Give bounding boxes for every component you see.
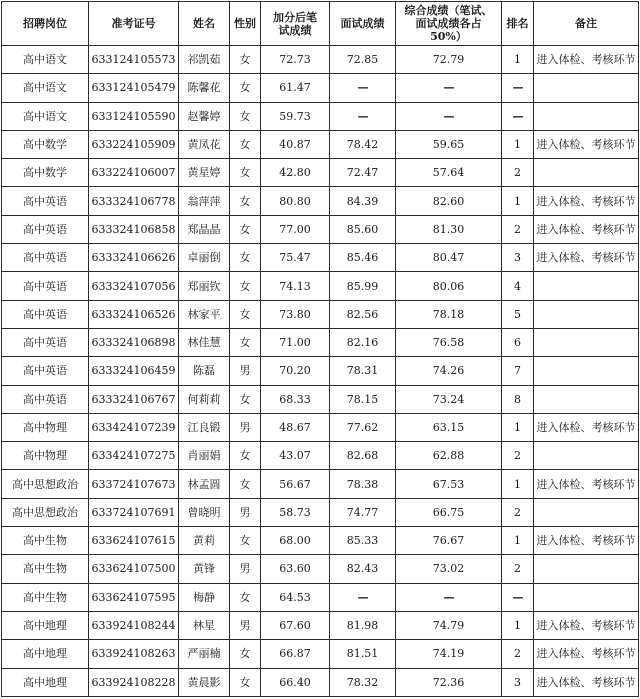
cell-interview-score: 78.31	[330, 357, 396, 385]
cell-name: 黄凤花	[179, 130, 230, 158]
table-row	[2, 442, 639, 470]
cell-interview-score: 81.98	[330, 611, 396, 639]
cell-post: 高中物理	[2, 442, 89, 470]
cell-written-score: 64.53	[261, 583, 330, 611]
cell-post: 高中语文	[2, 46, 89, 74]
table-row	[2, 668, 639, 696]
cell-interview-score: 84.39	[330, 187, 396, 215]
cell-name: 林家平	[179, 300, 230, 328]
table-row	[2, 300, 639, 328]
cell-rank: 1	[502, 470, 534, 498]
cell-combined-score: 80.06	[396, 272, 502, 300]
cell-remark: 进入体检、考核环节	[534, 413, 639, 441]
cell-post: 高中思想政治	[2, 470, 89, 498]
cell-ticket-number: 633324106898	[89, 328, 179, 356]
cell-ticket-number: 633724107691	[89, 498, 179, 526]
table-row	[2, 498, 639, 526]
table-row	[2, 328, 639, 356]
cell-gender: 男	[230, 611, 261, 639]
cell-name: 梅静	[179, 583, 230, 611]
cell-written-score: 72.73	[261, 46, 330, 74]
interview-results-table	[1, 1, 639, 697]
cell-gender: 女	[230, 640, 261, 668]
cell-rank: 2	[502, 555, 534, 583]
cell-written-score: 40.87	[261, 130, 330, 158]
cell-post: 高中生物	[2, 555, 89, 583]
cell-interview-score: 82.43	[330, 555, 396, 583]
cell-combined-score: 57.64	[396, 159, 502, 187]
cell-name: 翁萍萍	[179, 187, 230, 215]
cell-written-score: 42.80	[261, 159, 330, 187]
cell-ticket-number: 633624107500	[89, 555, 179, 583]
cell-rank: 8	[502, 385, 534, 413]
cell-combined-score: 62.88	[396, 442, 502, 470]
cell-rank: 2	[502, 442, 534, 470]
cell-remark	[534, 300, 639, 328]
table-row	[2, 357, 639, 385]
cell-name: 肖丽娟	[179, 442, 230, 470]
header-remark: 备注	[534, 2, 639, 46]
cell-gender: 女	[230, 527, 261, 555]
cell-post: 高中数学	[2, 159, 89, 187]
cell-gender: 女	[230, 46, 261, 74]
cell-gender: 女	[230, 470, 261, 498]
cell-name: 赵馨婷	[179, 102, 230, 130]
cell-interview-score: 85.60	[330, 215, 396, 243]
cell-gender: 男	[230, 413, 261, 441]
cell-ticket-number: 633724107673	[89, 470, 179, 498]
cell-rank: 2	[502, 640, 534, 668]
table-row	[2, 187, 639, 215]
cell-rank: 1	[502, 413, 534, 441]
cell-post: 高中英语	[2, 187, 89, 215]
cell-remark	[534, 385, 639, 413]
cell-interview-score: 72.47	[330, 159, 396, 187]
cell-remark	[534, 555, 639, 583]
header-gender: 性别	[230, 2, 261, 46]
cell-ticket-number: 633324106778	[89, 187, 179, 215]
header-name: 姓名	[179, 2, 230, 46]
table-header	[2, 2, 639, 46]
cell-post: 高中语文	[2, 102, 89, 130]
cell-gender: 女	[230, 159, 261, 187]
cell-interview-score: —	[330, 583, 396, 611]
cell-post: 高中英语	[2, 328, 89, 356]
cell-post: 高中数学	[2, 130, 89, 158]
cell-written-score: 80.80	[261, 187, 330, 215]
cell-written-score: 71.00	[261, 328, 330, 356]
cell-remark	[534, 583, 639, 611]
cell-ticket-number: 633324107056	[89, 272, 179, 300]
cell-gender: 女	[230, 102, 261, 130]
cell-post: 高中英语	[2, 385, 89, 413]
cell-ticket-number: 633224106007	[89, 159, 179, 187]
cell-combined-score: 73.24	[396, 385, 502, 413]
cell-combined-score: 67.53	[396, 470, 502, 498]
cell-gender: 女	[230, 328, 261, 356]
table-row	[2, 385, 639, 413]
cell-remark: 进入体检、考核环节	[534, 46, 639, 74]
cell-remark	[534, 328, 639, 356]
cell-ticket-number: 633124105590	[89, 102, 179, 130]
cell-rank: —	[502, 583, 534, 611]
cell-name: 林孟圆	[179, 470, 230, 498]
cell-combined-score: 59.65	[396, 130, 502, 158]
table-row	[2, 272, 639, 300]
cell-remark: 进入体检、考核环节	[534, 668, 639, 696]
cell-remark: 进入体检、考核环节	[534, 130, 639, 158]
table-row	[2, 46, 639, 74]
cell-post: 高中语文	[2, 74, 89, 102]
cell-post: 高中英语	[2, 300, 89, 328]
cell-written-score: 73.80	[261, 300, 330, 328]
cell-ticket-number: 633624107615	[89, 527, 179, 555]
header-written-score: 加分后笔试成绩	[261, 2, 330, 46]
cell-name: 郑晶晶	[179, 215, 230, 243]
cell-gender: 女	[230, 668, 261, 696]
cell-written-score: 56.67	[261, 470, 330, 498]
cell-combined-score: 74.79	[396, 611, 502, 639]
cell-interview-score: 81.51	[330, 640, 396, 668]
table-row	[2, 102, 639, 130]
table-row	[2, 74, 639, 102]
cell-combined-score: 74.19	[396, 640, 502, 668]
cell-name: 祁凯茹	[179, 46, 230, 74]
cell-written-score: 43.07	[261, 442, 330, 470]
cell-combined-score: —	[396, 74, 502, 102]
cell-combined-score: 78.18	[396, 300, 502, 328]
cell-interview-score: 85.46	[330, 244, 396, 272]
cell-interview-score: 85.33	[330, 527, 396, 555]
cell-written-score: 67.60	[261, 611, 330, 639]
cell-written-score: 75.47	[261, 244, 330, 272]
cell-name: 林星	[179, 611, 230, 639]
cell-written-score: 70.20	[261, 357, 330, 385]
cell-interview-score: 78.42	[330, 130, 396, 158]
table-row	[2, 640, 639, 668]
cell-combined-score: 72.79	[396, 46, 502, 74]
cell-rank: 2	[502, 215, 534, 243]
header-rank: 排名	[502, 2, 534, 46]
cell-combined-score: 81.30	[396, 215, 502, 243]
cell-remark	[534, 498, 639, 526]
table-row	[2, 470, 639, 498]
table-body	[2, 46, 639, 697]
cell-written-score: 61.47	[261, 74, 330, 102]
cell-interview-score: 78.15	[330, 385, 396, 413]
cell-gender: 男	[230, 357, 261, 385]
cell-rank: 1	[502, 46, 534, 74]
cell-name: 江良锻	[179, 413, 230, 441]
cell-interview-score: 82.16	[330, 328, 396, 356]
cell-combined-score: 73.02	[396, 555, 502, 583]
header-post: 招聘岗位	[2, 2, 89, 46]
cell-name: 黄莉	[179, 527, 230, 555]
table-row	[2, 159, 639, 187]
cell-gender: 女	[230, 244, 261, 272]
cell-written-score: 68.33	[261, 385, 330, 413]
cell-remark	[534, 102, 639, 130]
cell-combined-score: —	[396, 583, 502, 611]
cell-rank: 3	[502, 244, 534, 272]
cell-interview-score: 72.85	[330, 46, 396, 74]
cell-remark: 进入体检、考核环节	[534, 527, 639, 555]
cell-gender: 女	[230, 130, 261, 158]
cell-rank: 1	[502, 130, 534, 158]
cell-post: 高中地理	[2, 640, 89, 668]
header-row	[2, 2, 639, 46]
cell-post: 高中物理	[2, 413, 89, 441]
cell-gender: 男	[230, 498, 261, 526]
cell-gender: 女	[230, 300, 261, 328]
cell-combined-score: 76.58	[396, 328, 502, 356]
cell-gender: 女	[230, 187, 261, 215]
cell-post: 高中思想政治	[2, 498, 89, 526]
cell-remark: 进入体检、考核环节	[534, 187, 639, 215]
cell-name: 黄锋	[179, 555, 230, 583]
cell-interview-score: 74.77	[330, 498, 396, 526]
cell-post: 高中生物	[2, 527, 89, 555]
cell-name: 曾晓明	[179, 498, 230, 526]
cell-rank: 4	[502, 272, 534, 300]
cell-written-score: 48.67	[261, 413, 330, 441]
cell-remark: 进入体检、考核环节	[534, 470, 639, 498]
cell-ticket-number: 633124105479	[89, 74, 179, 102]
header-interview-score: 面试成绩	[330, 2, 396, 46]
cell-name: 陈馨花	[179, 74, 230, 102]
cell-remark	[534, 272, 639, 300]
cell-name: 严丽楠	[179, 640, 230, 668]
cell-rank: 7	[502, 357, 534, 385]
cell-interview-score: 82.68	[330, 442, 396, 470]
cell-gender: 女	[230, 385, 261, 413]
table-row	[2, 555, 639, 583]
cell-name: 黄晨影	[179, 668, 230, 696]
cell-written-score: 58.73	[261, 498, 330, 526]
cell-remark	[534, 74, 639, 102]
cell-remark	[534, 357, 639, 385]
table-row	[2, 130, 639, 158]
cell-combined-score: 66.75	[396, 498, 502, 526]
cell-ticket-number: 633924108263	[89, 640, 179, 668]
cell-remark	[534, 159, 639, 187]
table-row	[2, 244, 639, 272]
cell-interview-score: 85.99	[330, 272, 396, 300]
cell-ticket-number: 633924108244	[89, 611, 179, 639]
cell-combined-score: 80.47	[396, 244, 502, 272]
cell-written-score: 63.60	[261, 555, 330, 583]
cell-remark: 进入体检、考核环节	[534, 215, 639, 243]
cell-interview-score: 77.62	[330, 413, 396, 441]
cell-combined-score: 74.26	[396, 357, 502, 385]
cell-name: 卓丽倒	[179, 244, 230, 272]
table-row	[2, 215, 639, 243]
header-ticket-number: 准考证号	[89, 2, 179, 46]
cell-rank: 5	[502, 300, 534, 328]
cell-ticket-number: 633924108228	[89, 668, 179, 696]
cell-name: 林佳慧	[179, 328, 230, 356]
cell-rank: 3	[502, 668, 534, 696]
cell-combined-score: 82.60	[396, 187, 502, 215]
cell-post: 高中英语	[2, 272, 89, 300]
cell-post: 高中生物	[2, 583, 89, 611]
cell-gender: 女	[230, 74, 261, 102]
cell-ticket-number: 633324106767	[89, 385, 179, 413]
cell-gender: 女	[230, 215, 261, 243]
cell-ticket-number: 633324106526	[89, 300, 179, 328]
cell-ticket-number: 633424107239	[89, 413, 179, 441]
cell-ticket-number: 633324106858	[89, 215, 179, 243]
cell-ticket-number: 633324106626	[89, 244, 179, 272]
cell-written-score: 77.00	[261, 215, 330, 243]
cell-written-score: 68.00	[261, 527, 330, 555]
cell-rank: —	[502, 102, 534, 130]
cell-gender: 女	[230, 442, 261, 470]
cell-combined-score: 72.36	[396, 668, 502, 696]
cell-name: 陈磊	[179, 357, 230, 385]
cell-rank: 1	[502, 611, 534, 639]
cell-remark: 进入体检、考核环节	[534, 244, 639, 272]
cell-combined-score: 76.67	[396, 527, 502, 555]
cell-name: 郑丽钦	[179, 272, 230, 300]
table-row	[2, 413, 639, 441]
cell-remark	[534, 442, 639, 470]
header-combined-score: 综合成绩（笔试、面试成绩各占50%）	[396, 2, 502, 46]
cell-interview-score: 82.56	[330, 300, 396, 328]
cell-rank: 6	[502, 328, 534, 356]
table-row	[2, 583, 639, 611]
cell-ticket-number: 633324106459	[89, 357, 179, 385]
cell-combined-score: 63.15	[396, 413, 502, 441]
cell-ticket-number: 633224105909	[89, 130, 179, 158]
cell-remark: 进入体检、考核环节	[534, 611, 639, 639]
cell-written-score: 74.13	[261, 272, 330, 300]
cell-name: 何莉莉	[179, 385, 230, 413]
cell-post: 高中地理	[2, 611, 89, 639]
cell-written-score: 66.87	[261, 640, 330, 668]
cell-rank: 2	[502, 159, 534, 187]
cell-gender: 女	[230, 583, 261, 611]
cell-rank: 1	[502, 527, 534, 555]
cell-remark: 进入体检、考核环节	[534, 640, 639, 668]
cell-interview-score: 78.38	[330, 470, 396, 498]
cell-ticket-number: 633624107595	[89, 583, 179, 611]
table-row	[2, 527, 639, 555]
cell-written-score: 66.40	[261, 668, 330, 696]
cell-rank: 1	[502, 187, 534, 215]
cell-gender: 女	[230, 272, 261, 300]
cell-post: 高中地理	[2, 668, 89, 696]
cell-interview-score: 78.32	[330, 668, 396, 696]
cell-combined-score: —	[396, 102, 502, 130]
table-row	[2, 611, 639, 639]
cell-written-score: 59.73	[261, 102, 330, 130]
cell-post: 高中英语	[2, 357, 89, 385]
cell-ticket-number: 633124105573	[89, 46, 179, 74]
cell-rank: 2	[502, 498, 534, 526]
cell-interview-score: —	[330, 74, 396, 102]
cell-ticket-number: 633424107275	[89, 442, 179, 470]
cell-post: 高中英语	[2, 244, 89, 272]
cell-post: 高中英语	[2, 215, 89, 243]
cell-name: 黄星婷	[179, 159, 230, 187]
cell-rank: —	[502, 74, 534, 102]
cell-gender: 男	[230, 555, 261, 583]
cell-interview-score: —	[330, 102, 396, 130]
